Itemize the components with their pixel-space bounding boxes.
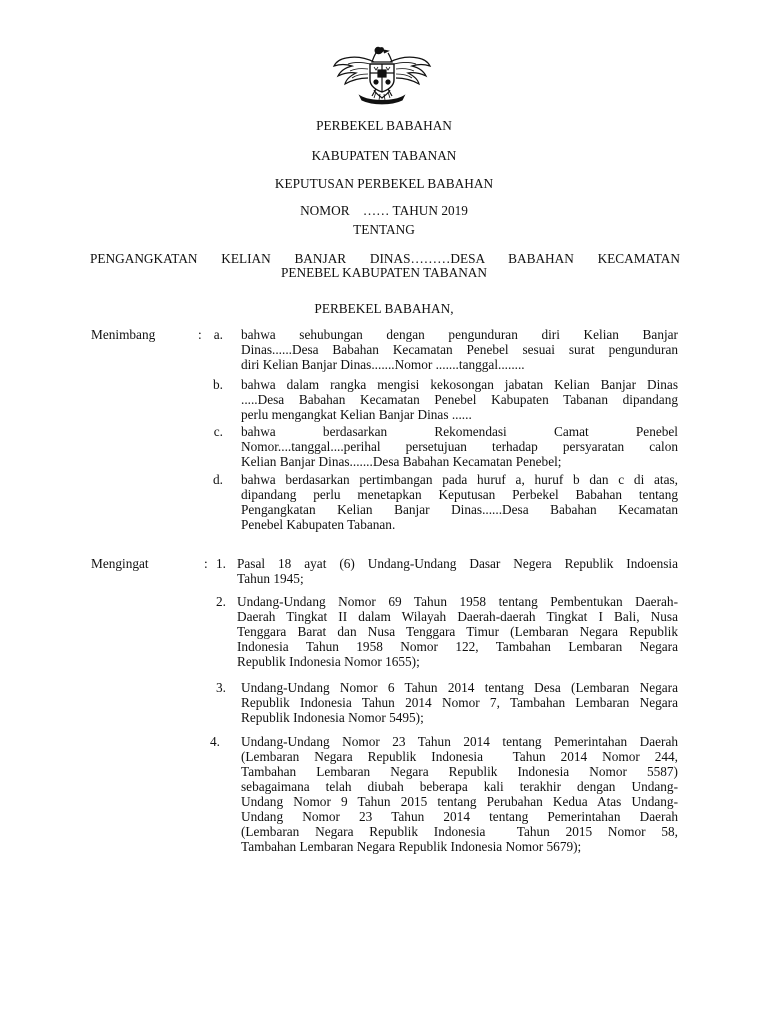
item-line: Republik Indonesia Tahun 2014 Nomor 7, Tambahan Lembaran Negara xyxy=(241,695,678,710)
item-line: dipandang perlu menetapkan Keputusan Perbekel Babahan tentang xyxy=(241,487,678,502)
item-line: bahwa sehubungan dengan pengunduran diri Kelian Banjar xyxy=(241,327,678,342)
item-marker: a. xyxy=(213,327,223,342)
item-marker: d. xyxy=(213,472,223,487)
item-line: Republik Indonesia Nomor 1655); xyxy=(237,654,420,669)
item-line: Undang Nomor 23 Tahun 2014 tentang Pemerintahan Daerah xyxy=(241,809,678,824)
item-line: (Lembaran Negara Republik Indonesia Tahun 2015 Nomor 58, xyxy=(241,824,678,839)
item-line: Penebel Kabupaten Tabanan. xyxy=(241,517,396,532)
item-line: diri Kelian Banjar Dinas.......Nomor .......tanggal........ xyxy=(241,357,525,372)
item-line: Dinas......Desa Babahan Kecamatan Penebel sesuai surat pengunduran xyxy=(241,342,678,357)
item-line: Tambahan Lembaran Negara Republik Indonesia Nomor 5587) xyxy=(241,764,678,779)
menimbang-label: Menimbang xyxy=(91,327,156,342)
item-line: sebagaimana telah diubah beberapa kali terakhir dengan Undang- xyxy=(241,779,678,794)
mengingat-colon: : xyxy=(204,556,208,571)
header-decree-title: KEPUTUSAN PERBEKEL BABAHAN xyxy=(274,176,494,191)
official-title: PERBEKEL BABAHAN, xyxy=(314,301,454,316)
item-line: bahwa dalam rangka mengisi kekosongan jabatan Kelian Banjar Dinas xyxy=(241,377,678,392)
item-marker: 3. xyxy=(216,680,226,695)
item-line: Tenggara Barat dan Nusa Tenggara Timur (Lembaran Negara Republik xyxy=(237,624,678,639)
header-authority: PERBEKEL BABAHAN xyxy=(316,118,452,133)
header-decree-number: NOMOR …… TAHUN 2019 xyxy=(300,203,468,218)
item-line: Daerah Tingkat II dalam Wilayah Daerah-daerah Tingkat I Bali, Nusa xyxy=(237,609,678,624)
item-line: Republik Indonesia Nomor 5495); xyxy=(241,710,424,725)
item-line: bahwa berdasarkan Rekomendasi Camat Penebel xyxy=(241,424,678,439)
item-marker: 1. xyxy=(216,556,226,571)
decree-subject-line-1: PENGANGKATAN KELIAN BANJAR DINAS………DESA BABAHAN KECAMATAN xyxy=(90,251,680,266)
item-line: perlu mengangkat Kelian Banjar Dinas ...... xyxy=(241,407,472,422)
item-line: bahwa berdasarkan pertimbangan pada huruf a, huruf b dan c di atas, xyxy=(241,472,678,487)
item-line: Undang-Undang Nomor 23 Tahun 2014 tentang Pemerintahan Daerah xyxy=(241,734,678,749)
item-line: Indonesia Tahun 1958 Nomor 122, Tambahan Lembaran Negara xyxy=(237,639,678,654)
item-marker: 4. xyxy=(210,734,220,749)
garuda-pancasila-emblem-icon xyxy=(330,42,434,106)
decree-subject-line-2: PENEBEL KABUPATEN TABANAN xyxy=(280,265,488,280)
item-line: Undang-Undang Nomor 69 Tahun 1958 tentang Pembentukan Daerah- xyxy=(237,594,678,609)
item-marker: 2. xyxy=(216,594,226,609)
item-line: Tahun 1945; xyxy=(237,571,304,586)
item-line: .....Desa Babahan Kecamatan Penebel Kabupaten Tabanan dipandang xyxy=(241,392,678,407)
item-line: (Lembaran Negara Republik Indonesia Tahun 2014 Nomor 244, xyxy=(241,749,678,764)
item-line: Tambahan Lembaran Negara Republik Indonesia Nomor 5679); xyxy=(241,839,582,854)
menimbang-colon: : xyxy=(198,327,202,342)
header-tentang: TENTANG xyxy=(353,222,415,237)
item-marker: c. xyxy=(213,424,223,439)
item-line: Nomor....tanggal....perihal persetujuan terhadap persyaratan calon xyxy=(241,439,678,454)
item-line: Pengangkatan Kelian Banjar Dinas......Desa Babahan Kecamatan xyxy=(241,502,678,517)
item-line: Kelian Banjar Dinas.......Desa Babahan Kecamatan Penebel; xyxy=(241,454,562,469)
mengingat-label: Mengingat xyxy=(91,556,149,571)
item-line: Pasal 18 ayat (6) Undang-Undang Dasar Negera Republik Indoensia xyxy=(237,556,678,571)
item-marker: b. xyxy=(213,377,223,392)
header-regency: KABUPATEN TABANAN xyxy=(311,148,457,163)
item-line: Undang-Undang Nomor 6 Tahun 2014 tentang Desa (Lembaran Negara xyxy=(241,680,678,695)
item-line: Undang Nomor 9 Tahun 2015 tentang Perubahan Kedua Atas Undang- xyxy=(241,794,678,809)
